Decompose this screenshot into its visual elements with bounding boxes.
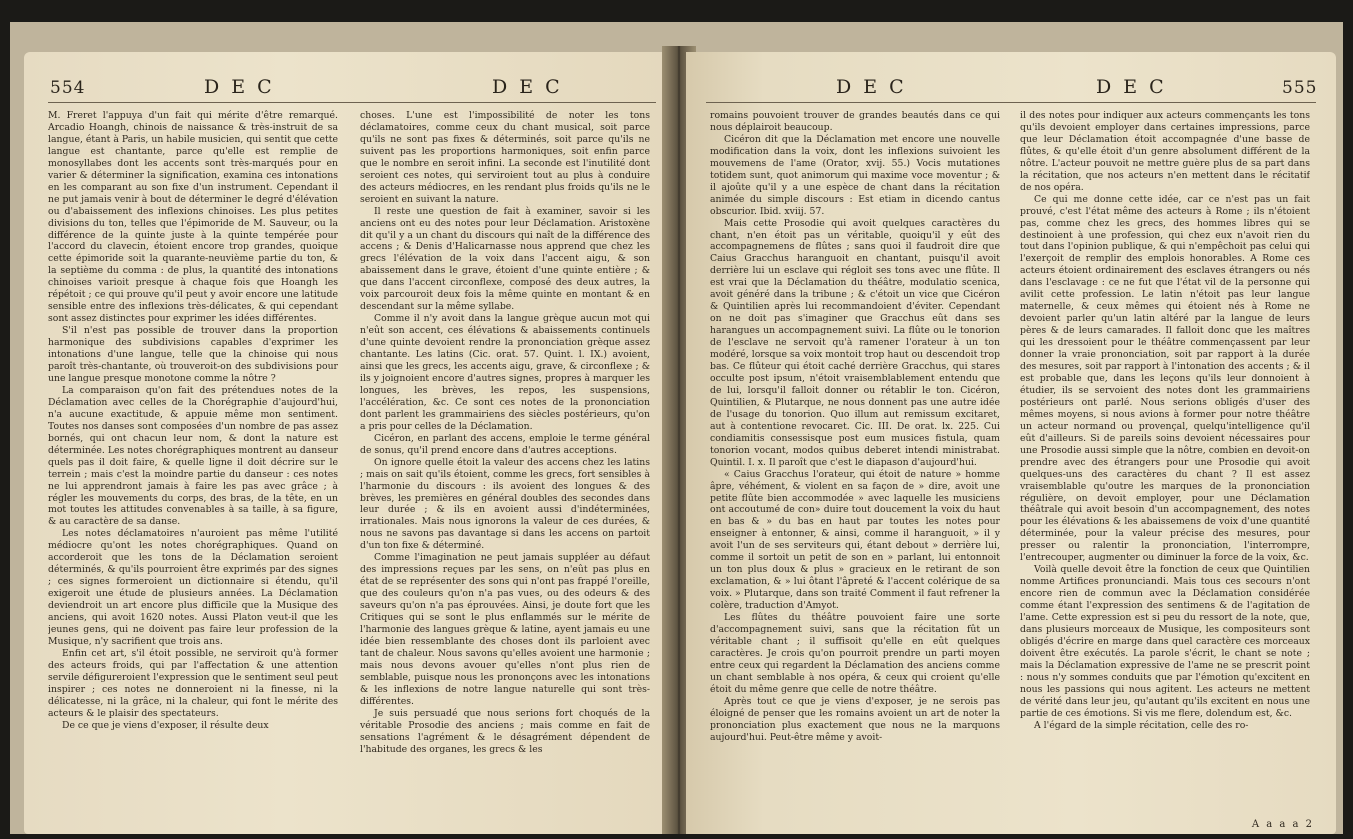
- running-head: D E C: [836, 76, 907, 98]
- signature-mark: A a a a 2: [1251, 819, 1314, 830]
- text-column-1: [710, 110, 1000, 825]
- paragraph: On ignore quelle étoit la valeur des accens chez les latins ; mais on sait qu'ils étoient, comme les grecs, fort sensibles à l'harmonie du discours : ils avoient des longues & des brèves, les premières en général doubles des secondes dans leur durée ; & ils en avoient aussi d'indéterminées, irrationales. Mais nous ignorons la valeur de ces durées, & nous ne savons pas davantage si dans les accens on partoit d'un ton fixe & déterminé.: [360, 456, 650, 552]
- paragraph: romains pouvoient trouver de grandes beautés dans ce qui nous déplairoit beaucoup.: [710, 110, 1000, 133]
- text-column-2: [1020, 110, 1310, 825]
- paragraph: choses. L'une est l'impossibilité de noter les tons déclamatoires, comme ceux du chant musical, soit parce qu'ils ne sont pas fixes & déterminés, soit parce qu'ils ne suivent pas les proportions harmoniques, soit enfin parce que le nombre en seroit infini. La seconde est l'inutilité dont seroient ces notes, qui serviroient tout au plus à conduire des acteurs médiocres, en les rendant plus froids qu'ils ne le seroient en suivant la nature.: [360, 110, 650, 205]
- paragraph: Après tout ce que je viens d'exposer, je ne serois pas éloigné de penser que les romains avoient un art de noter la prononciation plus exactement que nous ne la marquons aujourd'hui. Peut-être même y avoit-: [710, 695, 1000, 743]
- paragraph: Comme l'imagination ne peut jamais suppléer au défaut des impressions reçues par les sens, on n'eût pas plus en état de se représenter des sons qui n'ont pas frappé l'oreille, que des couleurs qu'on n'a pas vues, ou des odeurs & des saveurs qu'on n'a pas éprouvées. Ainsi, je doute fort que les Critiques qui se sont le plus enflammés sur le mérite de l'harmonie des langues grèque & latine, ayent jamais eu une idée bien ressemblante des choses dont ils parloient avec tant de chaleur. Nous savons qu'elles avoient une harmonie ; mais nous devons avouer qu'elles n'ont plus rien de semblable, puisque nous les prononçons avec les intonations & les inflexions de notre langue naturelle qui sont très-différentes.: [360, 552, 650, 707]
- running-head: D E C: [1096, 76, 1167, 98]
- text-column-2: [360, 110, 650, 825]
- paragraph: Je suis persuadé que nous serions fort choqués de la véritable Prosodie des anciens ; mais comme en fait de sensations l'agrément & le désagrément dépendent de l'habitude des organes, les grecs & les: [360, 707, 650, 755]
- paragraph: Voilà quelle devoit être la fonction de ceux que Quintilien nomme Artifices pronunciandi. Mais tous ces secours n'ont encore rien de commun avec la Déclamation considérée comme étant l'expression des sentimens & de l'agitation de l'ame. Cette expression est si peu du ressort de la note, que, dans plusieurs morceaux de Musique, les compositeurs sont obligés d'écrire en marge dans quel caractère ces morceaux doivent être exécutés. La parole s'écrit, le chant se note ; mais la Déclamation expressive de l'ame ne se prescrit point : nous n'y sommes conduits que par l'émotion qu'excitent en nous les passions qui nous agitent. Les acteurs ne mettent de vérité dans leur jeu, qu'autant qu'ils excitent en nous une partie de ces émotions. Si vis me flere, dolendum est, &c.: [1020, 564, 1310, 719]
- paragraph: Enfin cet art, s'il étoit possible, ne serviroit qu'à former des acteurs froids, qui par l'affectation & une attention servile défigureroient l'expression que le sentiment seul peut inspirer ; ces notes ne donneroient ni la finesse, ni la délicatesse, ni la grâce, ni la chaleur, qui font le mérite des acteurs & le plaisir des spectateurs.: [48, 647, 338, 719]
- paragraph: Ce qui me donne cette idée, car ce n'est pas un fait prouvé, c'est l'état même des acteurs à Rome ; ils n'étoient pas, comme chez les grecs, des hommes libres qui se destinoient à une profession, qui chez eux n'avoit rien du tout dans l'opinion publique, & qui n'empêchoit pas celui qui l'exerçoit de remplir des emplois honorables. A Rome ces acteurs étoient ordinairement des esclaves étrangers ou nés dans l'esclavage : ce ne fut que l'état vil de la personne qui avilit cette profession. Le latin n'étoit pas leur langue maternelle, & ceux mêmes qui étoient nés à Rome ne devoient parler qu'un latin altéré par la langue de leurs pères & de leurs camarades. Il falloit donc que les maîtres qui les dressoient pour le théâtre commençassent par leur donner la vraie prononciation, soit par rapport à la durée des mesures, soit par rapport à l'intonation des accents ; & il est probable que, dans les leçons qu'ils leur donnoient à étudier, ils se servoient des notes dont les grammairiens postérieurs ont parlé. Nous serions obligés d'user des mêmes moyens, si nous avions à former pour notre théâtre un acteur normand ou provençal, quelqu'intelligence qu'il eût d'ailleurs. Si de pareils soins devoient nécessaires pour une Prosodie aussi simple que la nôtre, combien en devoit-on prendre avec des étrangers pour une Prosodie qui avoit quelques-uns des caractères du chant ? Il est assez vraisemblable qu'outre les marques de la prononciation régulière, on devoit employer, pour une Déclamation théâtrale qui avoit besoin d'un accompagnement, des notes pour les élévations & les abaissemens de voix d'une quantité déterminée, pour la valeur précise des mesures, pour presser ou ralentir la prononciation, l'interrompre, l'entrecouper, augmenter ou diminuer la force de la voix, &c.: [1020, 193, 1310, 564]
- paragraph: Cicéron, en parlant des accens, emploie le terme général de sonus, qu'il prend encore dans d'autres acceptions.: [360, 432, 650, 456]
- left-page: [24, 52, 676, 834]
- header-rule: [706, 102, 1316, 103]
- paragraph: Mais cette Prosodie qui avoit quelques caractères du chant, n'en étoit pas un véritable, quoiqu'il y eût des accompagnemens de flûtes ; sans quoi il faudroit dire que Caius Gracchus haranguoit en chantant, puisqu'il avoit derrière lui un esclave qui régloit ses tons avec une flûte. Il est vrai que la Déclamation du théâtre, modulatio scenica, avoit généré dans la tribune ; & c'étoit un vice que Cicéron & Quintilien après lui recommandoient d'éviter. Cependant on ne doit pas s'imaginer que Gracchus eût dans ses harangues un accompagnement suivi. La flûte ou le tonorion de l'esclave ne servoit qu'à ramener l'orateur à un ton modéré, lorsque sa voix montoit trop haut ou descendoit trop bas. Ce flûteur qui étoit caché derrière Gracchus, qui stares occulte post ipsum, n'étoit vraisemblablement entendu que de lui, lorsqu'il falloit donner ou rétablir le ton. Cicéron, Quintilien, & Plutarque, ne nous donnent pas une autre idée de l'usage du tonorion. Quo illum aut remissum excitaret, aut à contentione revocaret. Cic. III. De orat. lx. 225. Cui condiamitis consessisque post eum musices fistula, quam tonorion vocant, modos quibus deberet intendi ministrabat. Quintil. I. x. Il paroît que c'est le diapason d'aujourd'hui.: [710, 217, 1000, 468]
- open-book: [10, 22, 1343, 834]
- paragraph: Il reste une question de fait à examiner, savoir si les anciens ont eu des notes pour leur Déclamation. Aristoxène dit qu'il y a un chant du discours qui naît de la différence des accens ; & Denis d'Halicarnasse nous apprend que chez les grecs l'élévation de la voix dans l'accent aigu, & son abaissement dans le grave, étoient d'une quinte entière ; & que dans l'accent circonflexe, composé des deux autres, la voix parcouroit deux fois la même quinte en montant & en descendant sur la même syllabe.: [360, 205, 650, 313]
- paragraph: Cicéron dit que la Déclamation met encore une nouvelle modification dans la voix, dont les inflexions suivoient les mouvemens de l'ame (Orator, xvij. 55.) Vocis mutationes totidem sunt, quot animorum qui maxime voce moventur ; & il ajoûte qu'il y a une espèce de chant dans la récitation animée du simple discours : Est etiam in dicendo cantus obscurior. Ibid. xviij. 57.: [710, 133, 1000, 217]
- page-number: 554: [50, 78, 86, 98]
- paragraph: M. Freret l'appuya d'un fait qui mérite d'être remarqué. Arcadio Hoangh, chinois de naissance & très-instruit de sa langue, étant à Paris, un habile musicien, qui sentit que cette langue est chantante, parce qu'elle est remplie de monosyllabes dont les accents sont très-marqués pour en varier & déterminer la signification, examina ces intonations en les comparant au son fixe d'un instrument. Cependant il ne put jamais venir à bout de déterminer le degré d'élévation ou d'abaissement des inflexions chinoises. Les plus petites divisions du ton, telles que l'épimoride de M. Sauveur, ou la différence de la quinte juste à la quinte tempérée pour l'accord du clavecin, étoient encore trop grandes, quoique cette épimoride soit la quarante-neuvième partie du ton, & la septième du comma : de plus, la quantité des intonations chinoises varioit presque à chaque fois que Hoangh les répétoit ; ce qui prouve qu'il peut y avoir encore une latitude sensible entre des inflexions très-délicates, & qui cependant sont assez distinctes pour exprimer les idées différentes.: [48, 110, 338, 325]
- paragraph: La comparaison qu'on fait des prétendues notes de la Déclamation avec celles de la Chorégraphie d'aujourd'hui, n'a aucune exactitude, & appuie même mon sentiment. Toutes nos danses sont composées d'un nombre de pas assez bornés, qui ont chacun leur nom, & dont la nature est déterminée. Les notes chorégraphiques montrent au danseur quels pas il doit faire, & quelle ligne il doit décrire sur le terrein ; mais c'est la moindre partie du danseur : ces notes ne lui apprendront jamais à faire les pas avec grâce ; à régler les mouvements du corps, des bras, de la tête, en un mot toutes les attitudes convenables à sa taille, à sa figure, & au caractère de sa danse.: [48, 384, 338, 528]
- paragraph: Les notes déclamatoires n'auroient pas même l'utilité médiocre qu'ont les notes chorégraphiques. Quand on accorderoit que les tons de la Déclamation seroient déterminés, & qu'ils pourroient être exprimés par des signes ; ces signes formeroient un dictionnaire si étendu, qu'il exigeroit une étude de plusieurs années. La Déclamation deviendroit un art encore plus difficile que la Musique des anciens, qui avoit 1620 notes. Aussi Platon veut-il que les jeunes gens, qui ne doivent pas faire leur profession de la Musique, n'y sacrifient que trois ans.: [48, 528, 338, 647]
- paragraph: A l'égard de la simple récitation, celle des ro-: [1034, 719, 1249, 731]
- paragraph: S'il n'est pas possible de trouver dans la proportion harmonique des subdivisions capables d'exprimer les intonations d'une langue, telle que la chinoise qui nous paroît très-chantante, où trouveroit-on des subdivisions pour une langue presque monotone comme la nôtre ?: [48, 325, 338, 384]
- header-rule: [48, 102, 656, 103]
- paragraph: De ce que je viens d'exposer, il résulte deux: [62, 719, 269, 731]
- right-page: [686, 52, 1336, 834]
- right-page-header: [686, 76, 1336, 102]
- paragraph: il des notes pour indiquer aux acteurs commençants les tons qu'ils devoient employer dans certaines impressions, parce que leur Déclamation étoit accompagnée d'une basse de flûtes, & qu'elle étoit d'un genre absolument différent de la nôtre. L'acteur pouvoit ne mettre guère plus de sa part dans la récitation, que nos acteurs n'en mettent dans le récitatif de nos opéra.: [1020, 110, 1310, 193]
- paragraph: « Caius Gracchus l'orateur, qui étoit de nature » homme âpre, véhément, & violent en sa façon de » dire, avoit une petite flûte bien accommodée » avec laquelle les musiciens ont accoutumé de con» duire tout doucement la voix du haut en bas & » du bas en haut par toutes les notes pour enseigner à entonner, & ainsi, comme il haranguoit, » il y avoit l'un de ses serviteurs qui, étant debout » derrière lui, comme il sortoit un petit de son en » parlant, lui entonnoit un ton plus doux & plus » gracieux en le retirant de son exclamation, & » lui ôtant l'âpreté & l'accent colérique de sa voix. » Plutarque, dans son traité Comment il faut refrener la colère, traduction d'Amyot.: [710, 468, 1000, 612]
- paragraph: Comme il n'y avoit dans la langue grèque aucun mot qui n'eût son accent, ces élévations & abaissements continuels d'une quinte devoient rendre la prononciation grèque assez chantante. Les latins (Cic. orat. 57. Quint. l. IX.) avoient, ainsi que les grecs, les accents aigu, grave, & circonflexe ; & ils y joignoient encore d'autres signes, propres à marquer les longues, les brèves, les repos, les suspensions, l'accélération, &c. Ce sont ces notes de la prononciation dont parlent les grammairiens des siècles postérieurs, qu'on a pris pour celles de la Déclamation.: [360, 313, 650, 432]
- paragraph: Les flûtes du théâtre pouvoient faire une sorte d'accompagnement suivi, sans que la récitation fût un véritable chant ; il suffisoit qu'elle en eût quelques caractères. Je crois qu'on pourroit prendre un parti moyen entre ceux qui regardent la Déclamation des anciens comme un chant semblable à nos opéra, & ceux qui croient qu'elle étoit du même genre que celle de notre théâtre.: [710, 612, 1000, 695]
- running-head: D E C: [204, 76, 275, 98]
- text-column-1: [48, 110, 338, 825]
- page-number: 555: [1282, 78, 1318, 98]
- running-head: D E C: [492, 76, 563, 98]
- left-page-header: [24, 76, 676, 102]
